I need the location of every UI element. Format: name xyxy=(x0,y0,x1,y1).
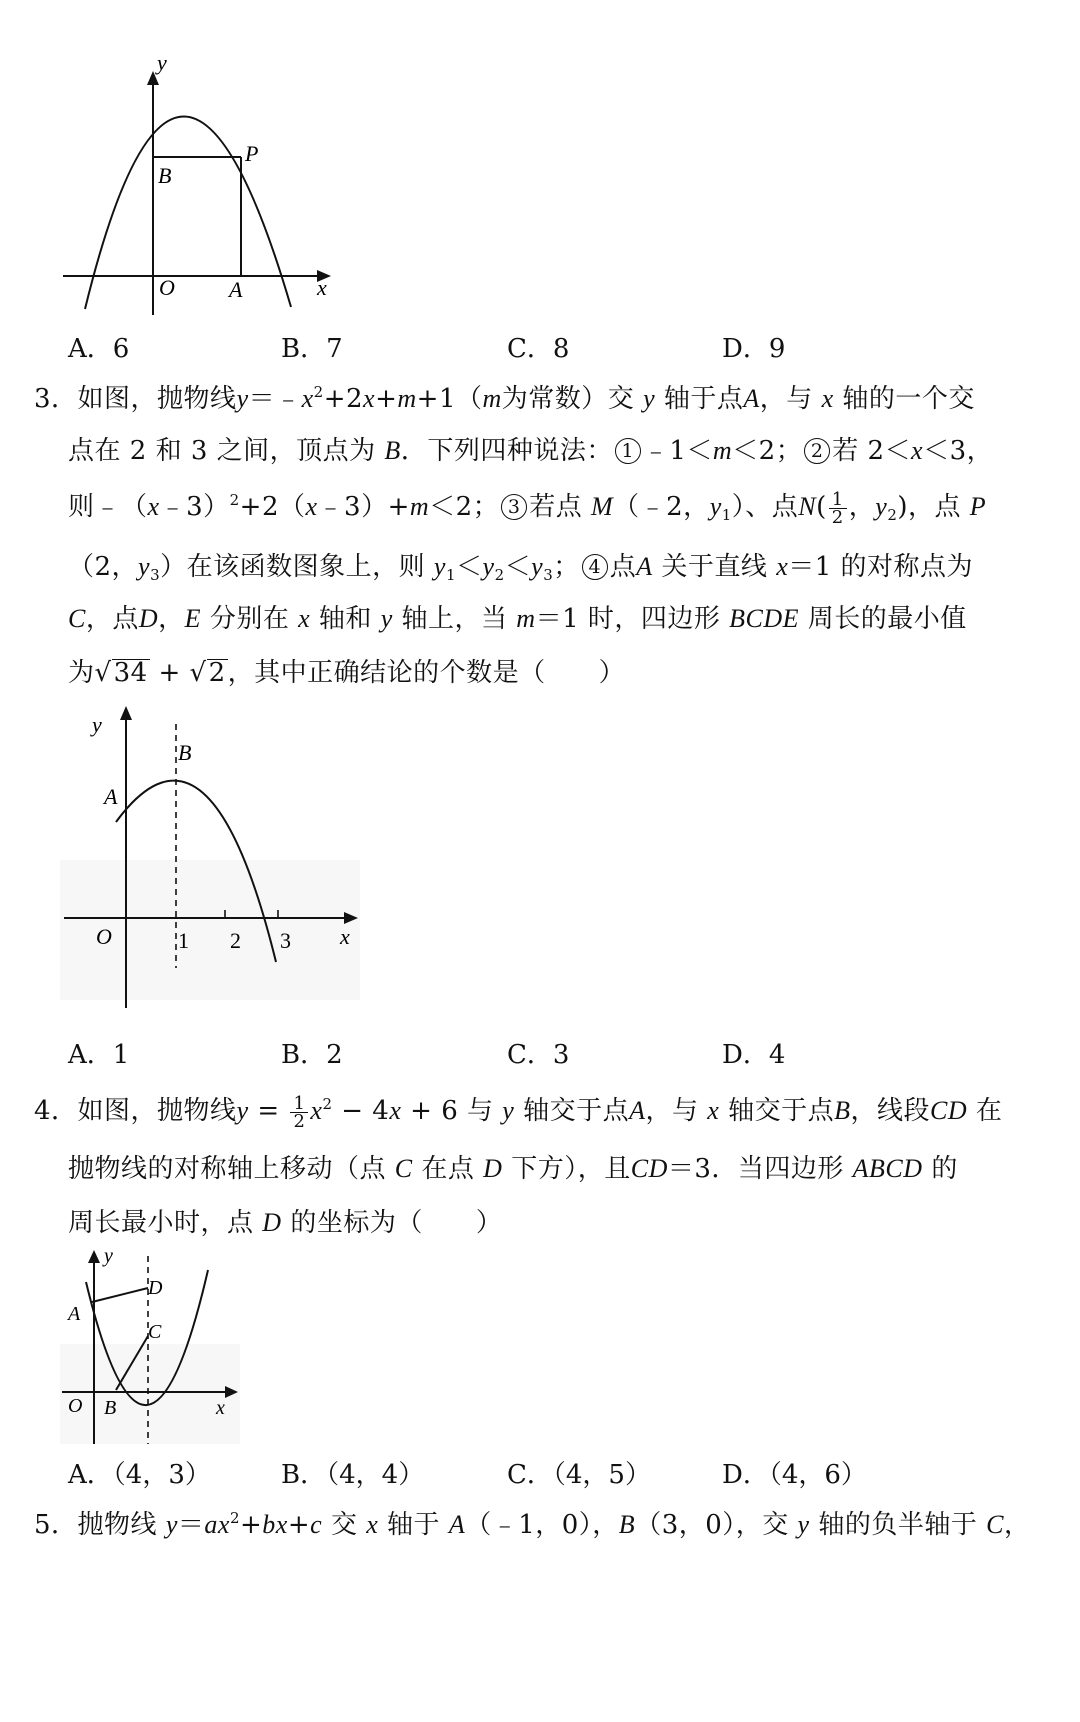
label-y: y xyxy=(157,55,167,75)
label-O: O xyxy=(96,924,112,949)
label-x: x xyxy=(317,275,327,300)
q5-line-1: 5．抛物线 $y=ax^2+bx+c$ 交 x 轴于 A（﹣1，0），B（3，0），交 y 轴的负半轴于 C， xyxy=(34,1509,1031,1540)
segment-AD xyxy=(92,1288,148,1302)
figure-q4 xyxy=(60,1244,250,1454)
q2-option-d: D．9 xyxy=(722,334,786,364)
label-y: y xyxy=(104,1245,113,1267)
label-P: P xyxy=(245,141,259,166)
circled-1: 1 xyxy=(615,438,641,464)
q4-line-1: 4．如图，抛物线y = $\frac{1}{2}$ $x^2 - 4x + 6$ 与 y 轴交于点A，与 x 轴交于点B，线段CD 在 xyxy=(34,1092,1003,1132)
q3-line-5: C，点D，E 分别在 x 轴和 y 轴上，当 m＝1 时，四边形 BCDE 周长的最小值 xyxy=(68,604,967,634)
circled-4: 4 xyxy=(582,554,608,580)
q4-option-a: A．（4，3） xyxy=(68,1460,211,1490)
q4-option-c: C．（4，5） xyxy=(507,1460,651,1490)
label-x: x xyxy=(340,924,350,949)
q3-option-b: B．2 xyxy=(281,1040,343,1070)
q2-option-b: B．7 xyxy=(281,334,343,364)
label-x: x xyxy=(216,1397,225,1419)
q3-line-4: （2，$y_3$）在该函数图象上，则 $y_1<y_2<y_3$； 4 点A 关于直线 x＝1 的对称点为 xyxy=(68,552,974,584)
q3-line-6: 为√34 + √2，其中正确结论的个数是（ ） xyxy=(68,658,626,688)
q3-option-c: C．3 xyxy=(507,1040,570,1070)
q3-option-d: D．4 xyxy=(722,1040,786,1070)
q4-line-2: 抛物线的对称轴上移动（点 C 在点 D 下方），且CD＝3．当四边形 ABCD 的 xyxy=(68,1154,958,1184)
label-D: D xyxy=(148,1277,163,1299)
circled-3: 3 xyxy=(501,494,527,520)
label-O: O xyxy=(68,1395,83,1417)
q3-line-3: 则﹣（x﹣3）$^2$+2（x﹣3）+m＜2； 3 若点 M（﹣2，$y_1$）、点N( $\frac{1}{2}$ ，$y_2$)，点 P xyxy=(68,488,987,528)
y-axis-arrow xyxy=(120,706,132,720)
tick-label-3: 3 xyxy=(280,928,291,953)
label-C: C xyxy=(148,1321,162,1343)
fraction-half: $\frac{1}{2}$ xyxy=(290,1095,308,1130)
label-A: A xyxy=(229,277,243,302)
q4-line-3: 周长最小时，点 D 的坐标为（ ） xyxy=(68,1208,503,1238)
q2-option-a: A．6 xyxy=(68,334,130,364)
fraction-half: $\frac{1}{2}$ xyxy=(829,491,847,526)
circled-2: 2 xyxy=(804,438,830,464)
label-y: y xyxy=(92,712,102,737)
label-A: A xyxy=(104,784,118,809)
q4-option-d: D．（4，6） xyxy=(722,1460,867,1490)
label-O: O xyxy=(159,275,175,300)
label-A: A xyxy=(68,1303,81,1325)
label-B: B xyxy=(178,740,192,765)
q4-option-b: B．（4，4） xyxy=(281,1460,425,1490)
q2-option-c: C．8 xyxy=(507,334,570,364)
tick-label-1: 1 xyxy=(178,928,189,953)
label-B: B xyxy=(104,1397,117,1419)
figure-q3 xyxy=(60,700,370,1020)
q3-line-2: 点在 2 和 3 之间，顶点为 B．下列四种说法： 1 ﹣1＜m＜2； 2 若 2＜x＜3， xyxy=(68,436,994,466)
y-axis-arrow xyxy=(88,1250,100,1263)
figure-q2 xyxy=(55,55,355,345)
parabola xyxy=(85,116,291,309)
tick-label-2: 2 xyxy=(230,928,241,953)
q3-line-1: 3．如图，抛物线$y=﹣x^2+2x+m+1(m$为常数）交 y 轴于点A，与 x 轴的一个交 xyxy=(34,383,975,414)
label-B: B xyxy=(158,163,172,188)
q3-option-a: A．1 xyxy=(68,1040,130,1070)
